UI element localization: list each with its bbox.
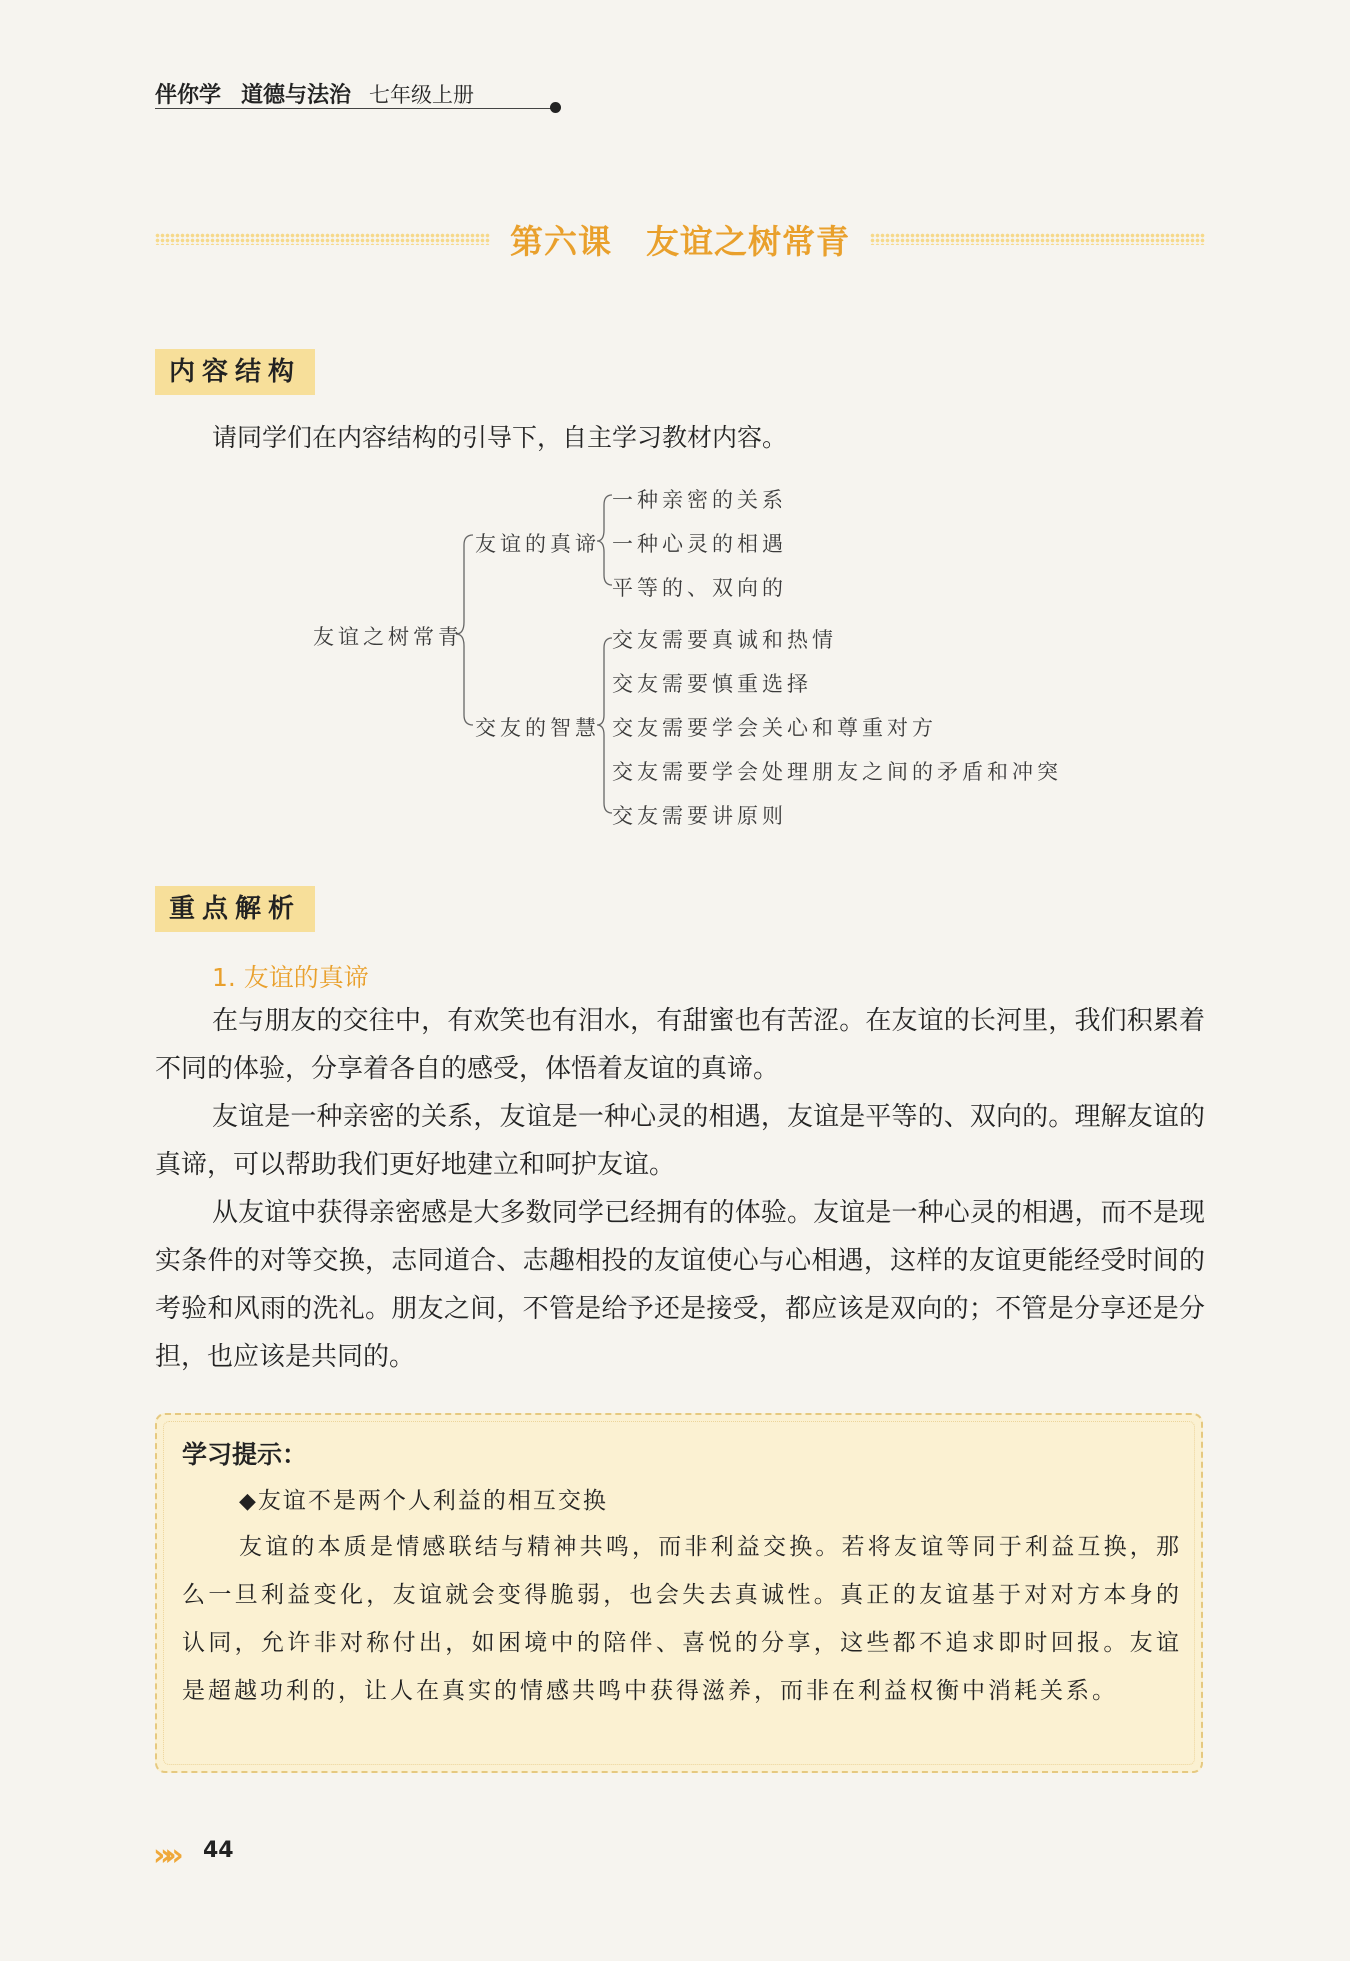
outline-branch-1: 友谊的真谛 — [475, 532, 600, 556]
outline-branch-2: 交友的智慧 — [475, 716, 600, 740]
outline-item: 交友需要真诚和热情 — [612, 628, 837, 652]
point-heading: 1. 友谊的真谛 — [212, 963, 369, 992]
tip-subtitle-text: 友谊不是两个人利益的相互交换 — [257, 1488, 608, 1514]
lesson-title: 第六课 友谊之树常青 — [510, 222, 850, 261]
subject-name: 道德与法治 — [241, 83, 352, 108]
tip-label: 学习提示： — [182, 1440, 308, 1469]
outline-item: 交友需要慎重选择 — [612, 672, 812, 696]
series-name: 伴你学 — [155, 83, 222, 108]
title-band-left — [155, 233, 490, 245]
outline-item: 一种亲密的关系 — [612, 488, 787, 512]
branch-2-brace — [597, 638, 612, 813]
page-arrows-icon: »» — [153, 1838, 176, 1873]
paragraph: 在与朋友的交往中，有欢笑也有泪水，有甜蜜也有苦涩。在友谊的长河里，我们积累着不同的体验，分享着各自的感受，体悟着友谊的真谛。 — [155, 1006, 1205, 1084]
grade-name: 七年级上册 — [369, 83, 475, 107]
header-rule — [155, 108, 553, 109]
outline-item: 平等的、双向的 — [612, 576, 787, 600]
outline-item: 交友需要学会关心和尊重对方 — [612, 716, 937, 740]
section-tab-structure: 内容结构 — [155, 349, 315, 395]
header-dot — [550, 102, 561, 113]
outline-item: 一种心灵的相遇 — [612, 532, 787, 556]
page-number: 44 — [203, 1838, 234, 1863]
structure-intro: 请同学们在内容结构的引导下，自主学习教材内容。 — [212, 423, 788, 452]
tip-subtitle — [239, 1482, 608, 1515]
running-header — [155, 78, 474, 109]
study-tip-box — [155, 1413, 1203, 1773]
outline-item: 交友需要讲原则 — [612, 804, 787, 828]
tip-text: 友谊的本质是情感联结与精神共鸣，而非利益交换。若将友谊等同于利益互换，那么一旦利益变化，友谊就会变得脆弱，也会失去真诚性。真正的友谊基于对对方本身的认同，允许非对称付出，如困境中的陪伴、喜悦的分享，这些都不追求即时回报。友谊是超越功利的，让人在真实的情感共鸣中获得滋养，而非在利益权衡中消耗关系。 — [182, 1534, 1182, 1704]
branch-1-brace — [597, 495, 612, 585]
title-band-right — [870, 233, 1205, 245]
section-tab-analysis: 重点解析 — [155, 886, 315, 932]
outline-item: 交友需要学会处理朋友之间的矛盾和冲突 — [612, 760, 1062, 784]
root-brace — [456, 535, 473, 725]
outline-root: 友谊之树常青 — [313, 625, 463, 649]
paragraph: 从友谊中获得亲密感是大多数同学已经拥有的体验。友谊是一种心灵的相遇，而不是现实条件的对等交换，志同道合、志趣相投的友谊使心与心相遇，这样的友谊更能经受时间的考验和风雨的洗礼。朋友之间，不管是给予还是接受，都应该是双向的；不管是分享还是分担，也应该是共同的。 — [155, 1198, 1205, 1372]
diamond-bullet-icon: ◆ — [239, 1489, 258, 1514]
paragraph: 友谊是一种亲密的关系，友谊是一种心灵的相遇，友谊是平等的、双向的。理解友谊的真谛，可以帮助我们更好地建立和呵护友谊。 — [155, 1102, 1205, 1180]
